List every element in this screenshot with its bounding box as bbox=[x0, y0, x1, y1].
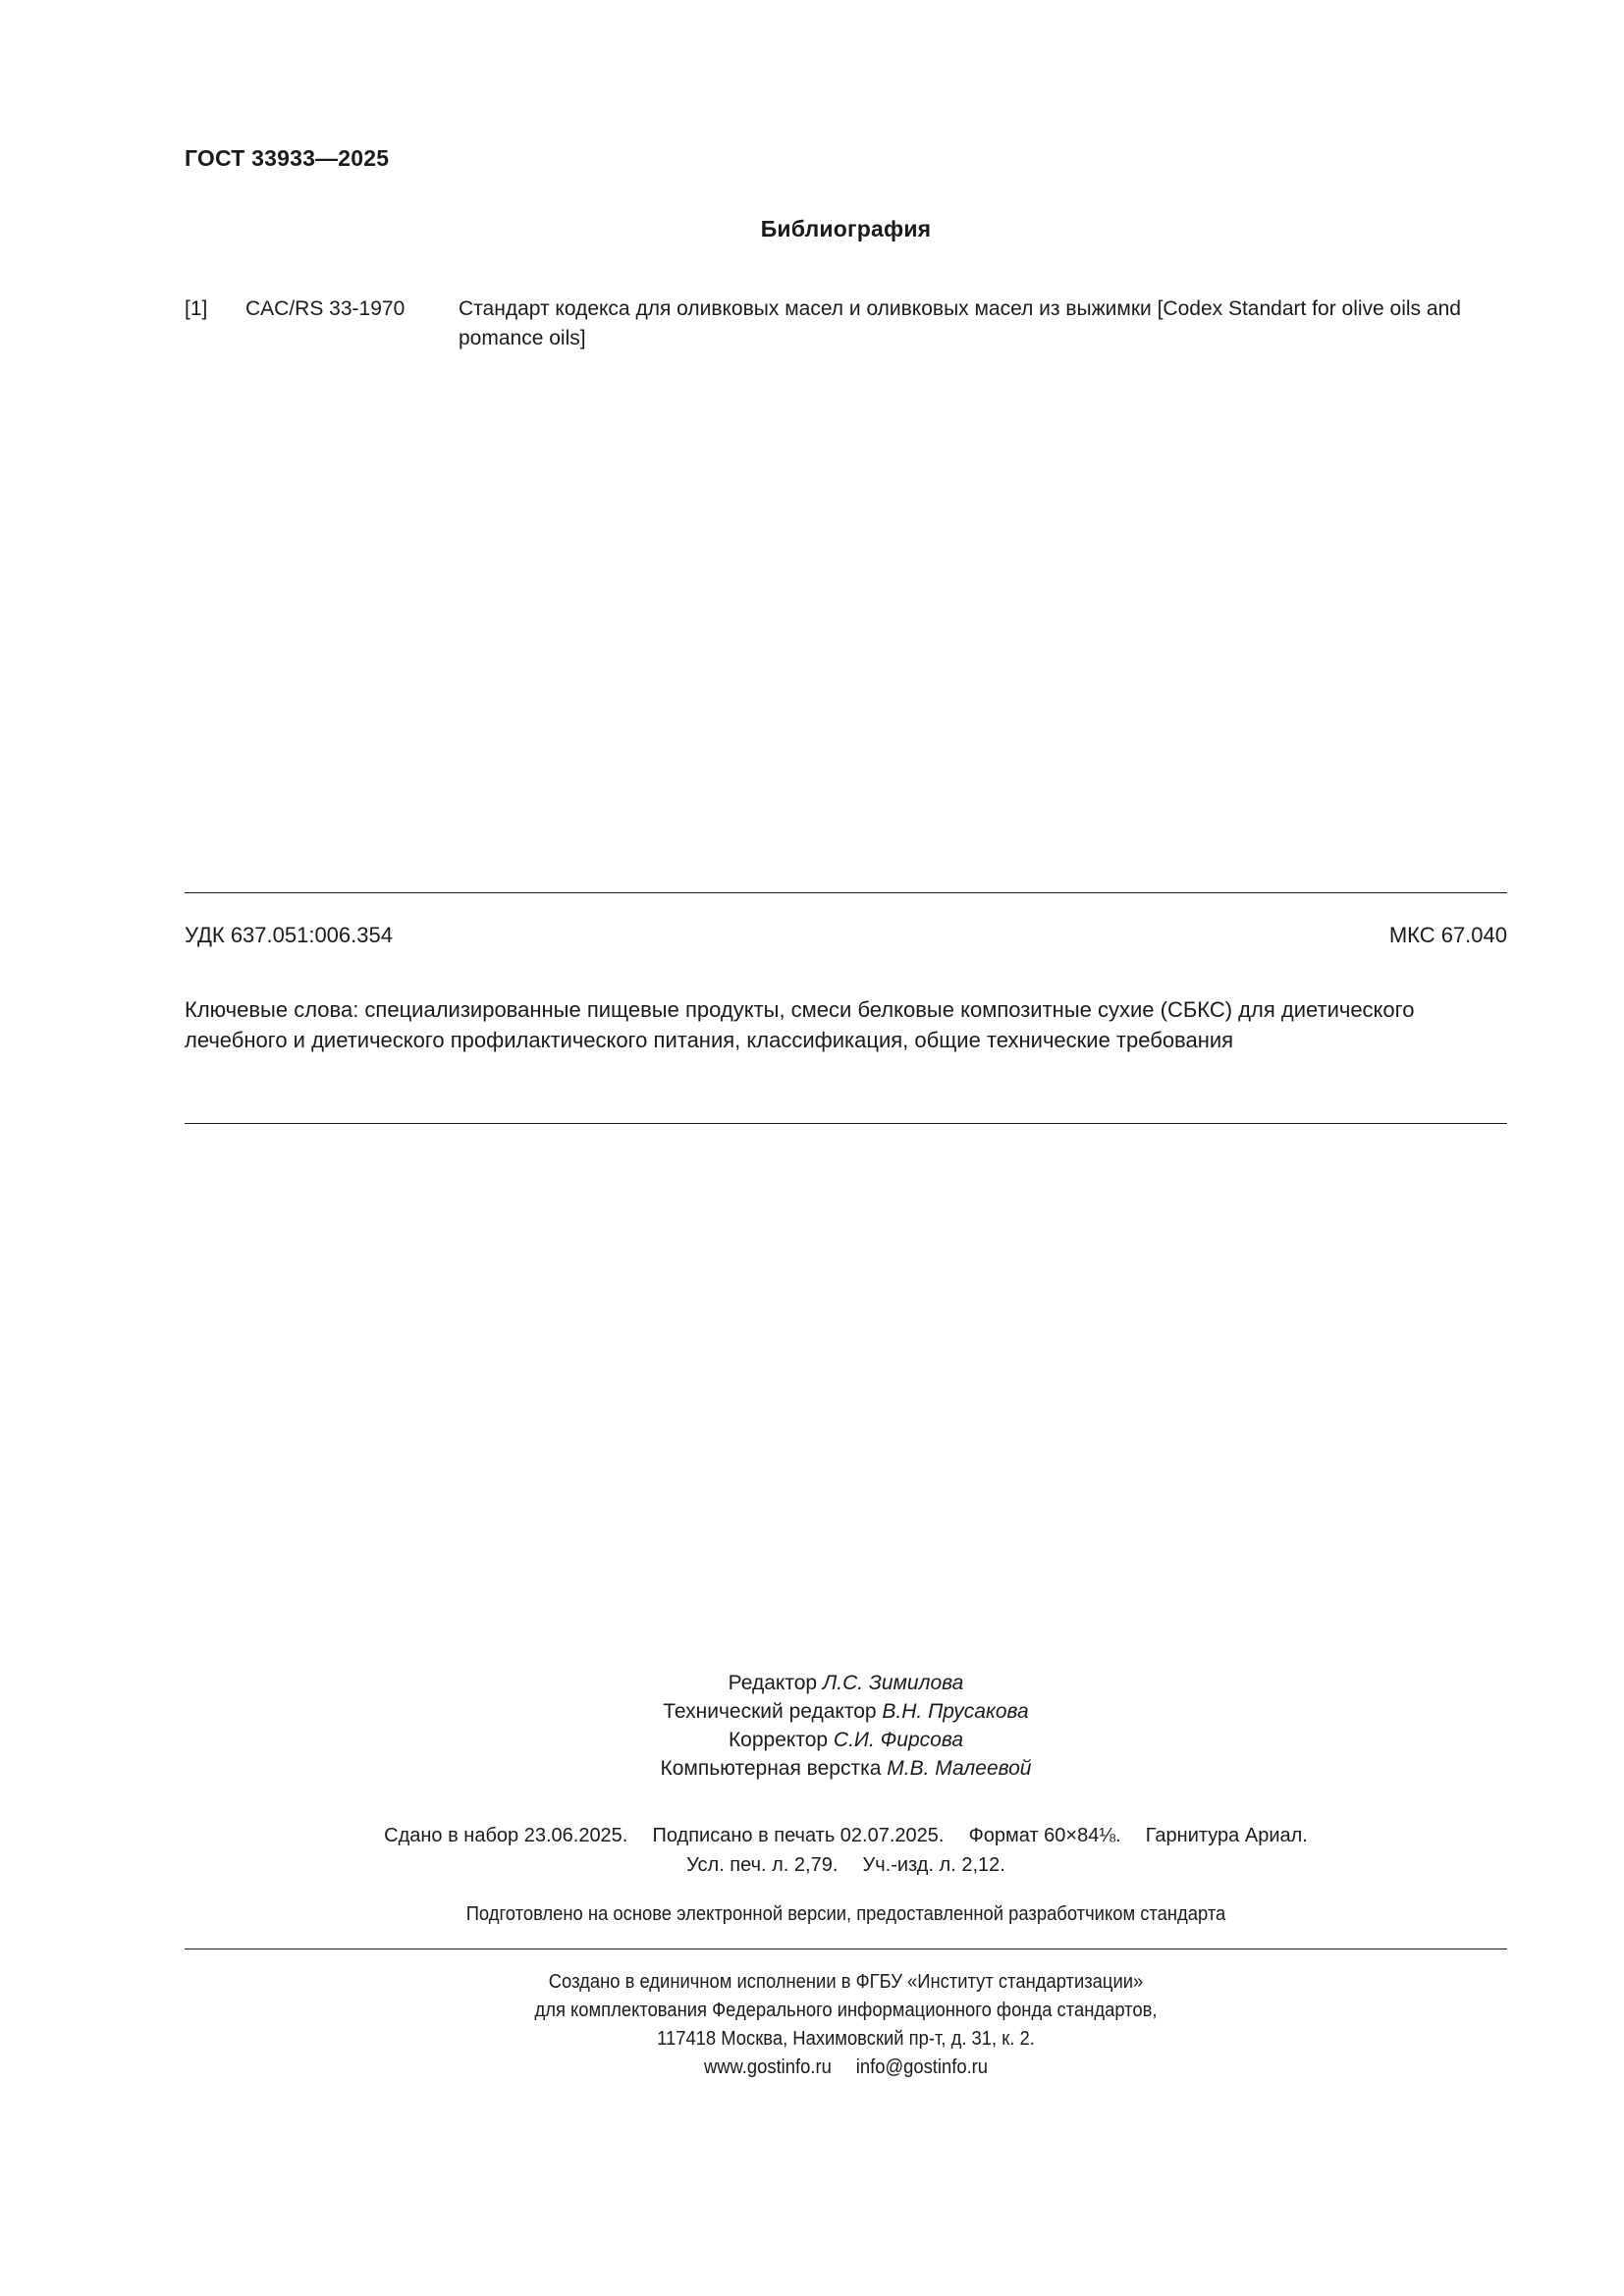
print-info-publisher-sheets: Уч.-изд. л. 2,12. bbox=[862, 1854, 1005, 1876]
bibliography-entry-description: Стандарт кодекса для оливковых масел и оливковых масел из выжимки [Codex Standart for olive oils and pomance oils] bbox=[459, 297, 1461, 349]
footer-line-3: 117418 Москва, Нахимовский пр-т, д. 31, к. 2. bbox=[657, 2028, 1035, 2050]
print-info-signed: Подписано в печать 02.07.2025. bbox=[652, 1825, 945, 1846]
print-info-submitted: Сдано в набор 23.06.2025. bbox=[384, 1825, 628, 1846]
classification-row bbox=[185, 921, 1507, 950]
keywords-paragraph: Ключевые слова: специализированные пищевые продукты, смеси белковые композитные сухие (СБКС) для диетического лечебного и диетического профилактического питания, классификация, общие технические требования bbox=[185, 997, 1415, 1052]
imprint-corrector-name: С.И. Фирсова bbox=[833, 1729, 964, 1751]
publisher-footer bbox=[238, 1968, 1454, 2082]
mks-code: МКС 67.040 bbox=[1388, 923, 1507, 947]
print-info-format: Формат 60×84⅛. bbox=[968, 1825, 1121, 1846]
imprint-editor-line bbox=[185, 1669, 1507, 1697]
rule-above-udk bbox=[185, 892, 1507, 893]
print-info-block bbox=[185, 1821, 1507, 1880]
bibliography-heading: Библиография bbox=[760, 216, 932, 241]
electronic-version-note: Подготовлено на основе электронной версии, предоставленной разработчиком стандарта bbox=[465, 1903, 1226, 1925]
bibliography-entry-number: [1] bbox=[185, 297, 208, 320]
imprint-credits bbox=[185, 1669, 1507, 1783]
footer-line-2: для комплектования Федерального информационного фонда стандартов, bbox=[534, 2000, 1158, 2021]
footer-website[interactable]: www.gostinfo.ru bbox=[703, 2056, 832, 2078]
imprint-corrector-label: Корректор bbox=[728, 1729, 829, 1751]
print-info-line-2 bbox=[185, 1850, 1507, 1880]
print-info-line-1 bbox=[185, 1821, 1507, 1850]
imprint-technical-editor-name: В.Н. Прусакова bbox=[882, 1700, 1029, 1723]
imprint-layout-line bbox=[185, 1754, 1507, 1783]
footer-contact-line bbox=[238, 2054, 1454, 2082]
imprint-editor-name: Л.С. Зимилова bbox=[822, 1672, 964, 1694]
imprint-editor-label: Редактор bbox=[728, 1672, 818, 1694]
imprint-layout-name: М.В. Малеевой bbox=[887, 1757, 1032, 1780]
bibliography-entry bbox=[185, 294, 1507, 353]
rule-below-keywords bbox=[185, 1123, 1507, 1124]
running-head-standard-number: ГОСТ 33933—2025 bbox=[185, 145, 390, 171]
imprint-technical-editor-label: Технический редактор bbox=[663, 1700, 877, 1723]
imprint-corrector-line bbox=[185, 1726, 1507, 1754]
bibliography-entry-code: CAC/RS 33-1970 bbox=[245, 297, 406, 320]
print-info-conditional-sheets: Усл. печ. л. 2,79. bbox=[686, 1854, 839, 1876]
imprint-layout-label: Компьютерная верстка bbox=[660, 1757, 882, 1780]
footer-email[interactable]: info@gostinfo.ru bbox=[855, 2056, 989, 2078]
imprint-technical-editor-line bbox=[185, 1697, 1507, 1726]
print-info-typeface: Гарнитура Ариал. bbox=[1145, 1825, 1308, 1846]
udk-code: УДК 637.051:006.354 bbox=[185, 923, 393, 947]
bibliography-list bbox=[185, 294, 1507, 353]
footer-line-1: Создано в единичном исполнении в ФГБУ «Институт стандартизации» bbox=[548, 1971, 1144, 1993]
